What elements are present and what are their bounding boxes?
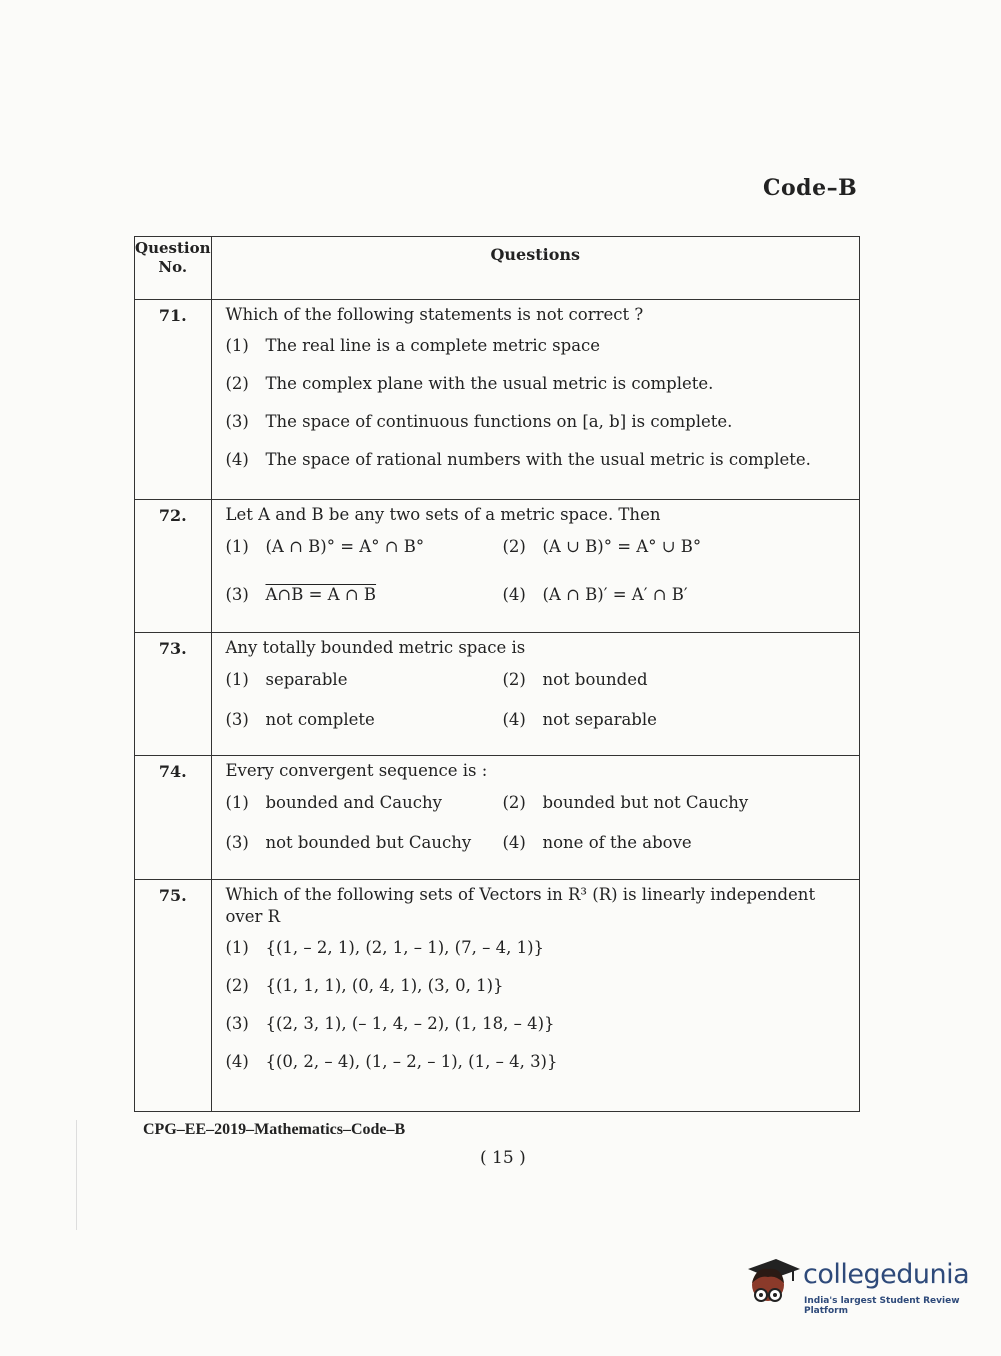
option (503, 832, 850, 854)
option-number: (4) (225, 450, 249, 469)
margin-line (76, 1120, 77, 1230)
option (226, 976, 850, 996)
option-number: (1) (225, 537, 249, 556)
option-text: not complete (265, 710, 375, 729)
option (503, 584, 850, 606)
option-text: (A ∪ B)° = A° ∪ B° (542, 537, 702, 556)
option (226, 709, 503, 731)
option-number: (2) (502, 537, 526, 556)
option-list (226, 938, 850, 1072)
option-number: (1) (225, 793, 249, 812)
option-number: (1) (225, 336, 249, 355)
question-body (211, 633, 860, 756)
question-row-73 (135, 633, 860, 756)
option-text: not bounded but Cauchy (265, 833, 472, 852)
option-number: (2) (225, 976, 249, 995)
option (503, 709, 850, 731)
option-text: {(1, – 2, 1), (2, 1, – 1), (7, – 4, 1)} (265, 938, 545, 957)
option-grid (226, 536, 850, 606)
option-text: {(0, 2, – 4), (1, – 2, – 1), (1, – 4, 3)} (265, 1052, 558, 1071)
option-number: (3) (225, 833, 249, 852)
question-number: 71. (135, 300, 212, 500)
option (226, 792, 503, 814)
option-text: bounded and Cauchy (265, 793, 442, 812)
option (226, 669, 503, 691)
option-text: none of the above (542, 833, 692, 852)
option-number: (4) (502, 585, 526, 604)
option-number: (2) (502, 793, 526, 812)
option (226, 412, 850, 432)
question-stem: Any totally bounded metric space is (225, 638, 526, 657)
option-number: (3) (225, 585, 249, 604)
question-number: 73. (135, 633, 212, 756)
questions-header: Questions (211, 237, 860, 300)
option-text: not separable (542, 710, 657, 729)
option-text: {(2, 3, 1), (– 1, 4, – 2), (1, 18, – 4)} (265, 1014, 555, 1033)
question-row-74 (135, 756, 860, 880)
option (226, 336, 850, 356)
option-text: separable (265, 670, 348, 689)
option-text: bounded but not Cauchy (542, 793, 749, 812)
questions-table (134, 236, 860, 1112)
question-no-header: Question No. (135, 237, 212, 300)
option-text: (A ∩ B)′ = A′ ∩ B′ (542, 585, 688, 604)
option-number: (1) (225, 938, 249, 957)
paper-code: CPG–EE–2019–Mathematics–Code–B (143, 1121, 406, 1138)
option (226, 536, 503, 558)
option-grid (226, 792, 850, 854)
option-number: (4) (502, 833, 526, 852)
collegedunia-logo (742, 1255, 972, 1315)
option (503, 669, 850, 691)
brand-name: collegedunia (803, 1259, 970, 1290)
question-number: 74. (135, 756, 212, 880)
option-number: (3) (225, 710, 249, 729)
question-row-71 (135, 300, 860, 500)
question-body (211, 300, 860, 500)
option (226, 832, 503, 854)
question-row-75 (135, 880, 860, 1112)
code-label: Code–B (763, 175, 858, 201)
question-stem: Every convergent sequence is : (225, 761, 488, 780)
option-number: (2) (225, 374, 249, 393)
option-text: (A ∩ B)° = A° ∩ B° (265, 537, 425, 556)
option (226, 450, 850, 470)
question-body (211, 880, 860, 1112)
option-text: The real line is a complete metric space (265, 336, 601, 355)
brand-tagline: India's largest Student Review Platform (804, 1296, 960, 1316)
option-text: The space of rational numbers with the usual metric is complete. (265, 450, 811, 469)
option (226, 1014, 850, 1034)
option-number: (1) (225, 670, 249, 689)
question-number: 75. (135, 880, 212, 1112)
question-row-72 (135, 500, 860, 633)
option (226, 1052, 850, 1072)
option-list (226, 336, 850, 470)
option (503, 536, 850, 558)
option (226, 584, 503, 606)
option-text: not bounded (542, 670, 648, 689)
question-body (211, 756, 860, 880)
option-number: (4) (502, 710, 526, 729)
option-number: (3) (225, 1014, 249, 1033)
table-header-row (135, 237, 860, 300)
option-number: (2) (502, 670, 526, 689)
question-stem: Let A and B be any two sets of a metric space. Then (225, 505, 661, 524)
option (226, 938, 850, 958)
option-number: (3) (225, 412, 249, 431)
option-grid (226, 669, 850, 731)
option-text: A∩B = A ∩ B (265, 585, 377, 604)
question-stem: Which of the following sets of Vectors in R³ (R) is linearly independent over R (225, 885, 816, 926)
option-text: The space of continuous functions on [a, b] is complete. (265, 412, 733, 431)
page-number: ( 15 ) (480, 1148, 526, 1168)
question-body (211, 500, 860, 633)
option (226, 374, 850, 394)
option-number: (4) (225, 1052, 249, 1071)
option (503, 792, 850, 814)
option-text: {(1, 1, 1), (0, 4, 1), (3, 0, 1)} (265, 976, 504, 995)
question-stem: Which of the following statements is not correct ? (225, 305, 644, 324)
mascot-icon (742, 1255, 802, 1313)
option-text: The complex plane with the usual metric is complete. (265, 374, 714, 393)
question-number: 72. (135, 500, 212, 633)
